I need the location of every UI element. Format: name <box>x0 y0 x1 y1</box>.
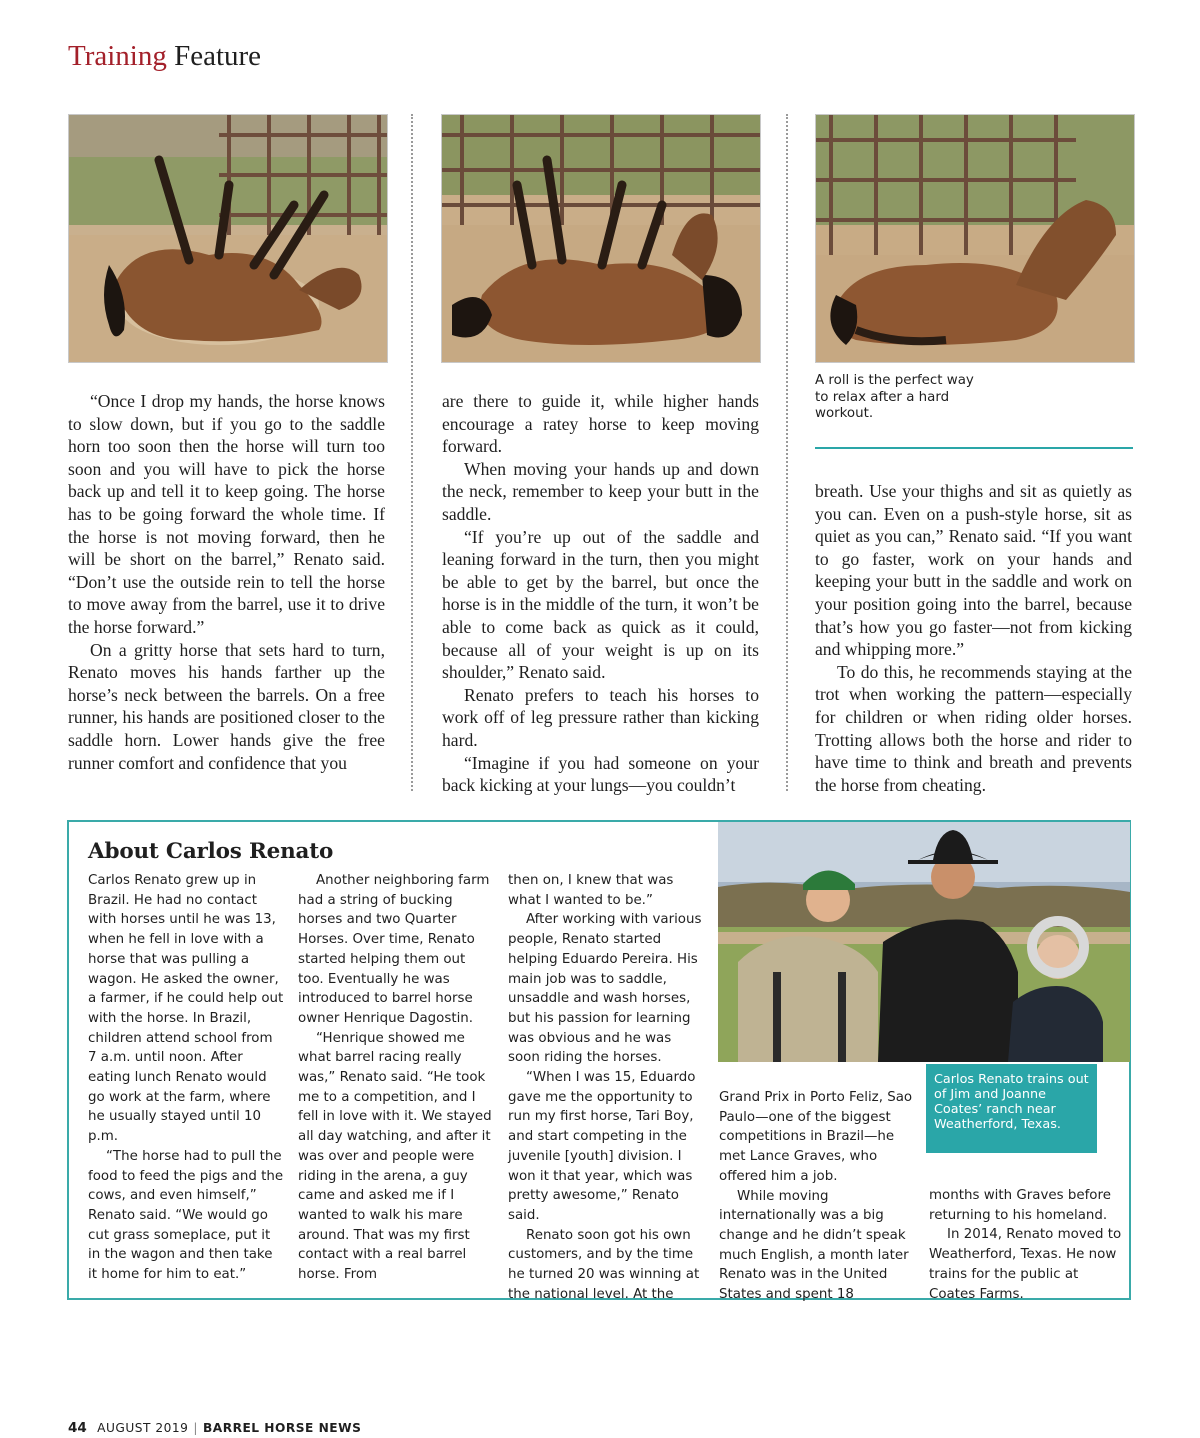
article-column-1 <box>68 390 385 774</box>
paragraph: Renato prefers to teach his horses to work off of leg pressure rather than kicking hard. <box>442 684 759 750</box>
column-divider <box>411 114 413 791</box>
photo-caption: A roll is the perfect way to relax after a hard workout. <box>815 373 974 421</box>
page-number: 44 <box>68 1420 87 1436</box>
sidebar-column-3 <box>508 871 704 1304</box>
sidebar-column-1 <box>88 871 284 1285</box>
section-title <box>68 40 261 73</box>
sidebar-column-4 <box>719 1088 915 1305</box>
group-portrait-icon <box>718 822 1130 1062</box>
horse-rolling-icon <box>442 115 760 362</box>
sidebar-column-5 <box>929 1186 1125 1304</box>
paragraph: “When I was 15, Eduardo gave me the opportunity to run my first horse, Tari Boy, and start competing in the juvenile [youth] division. I won it that year, which was pretty awesome,” Renato said. <box>508 1070 696 1223</box>
footer-separator: | <box>193 1421 198 1435</box>
paragraph: “If you’re up out of the saddle and leaning forward in the turn, then you might be able to get by the barrel, but once the horse is in the middle of the turn, it won’t be able to come back as quick as it could, because all of your weight is up on its shoulder,” Renato said. <box>442 526 759 683</box>
portrait-caption: Carlos Renato trains out of Jim and Joanne Coates’ ranch near Weatherford, Texas. <box>926 1064 1097 1153</box>
paragraph: To do this, he recommends staying at the trot when working the pattern—especially for children or when riding older horses. Trotting allows both the horse and rider to have time to think and breath and prevents the horse from cheating. <box>815 661 1132 795</box>
paragraph: When moving your hands up and down the neck, remember to keep your butt in the saddle. <box>442 458 759 524</box>
article-column-3 <box>815 480 1132 796</box>
paragraph: are there to guide it, while higher hands encourage a ratey horse to keep moving forward. <box>442 391 759 457</box>
horse-lying-photo <box>815 114 1135 363</box>
horse-rolling-photo-2 <box>441 114 761 363</box>
horse-rolling-photo-1 <box>68 114 388 363</box>
paragraph: then on, I knew that was what I wanted to be.” <box>508 873 674 908</box>
paragraph: While moving internationally was a big change and he didn’t speak much English, a month later Renato was in the United States and spent 18 <box>719 1188 909 1303</box>
publication-name: BARREL HORSE NEWS <box>202 1421 362 1435</box>
page-footer <box>68 1420 361 1436</box>
group-portrait-photo <box>718 822 1130 1062</box>
paragraph: Renato soon got his own customers, and by the time he turned 20 was winning at the national level. At the <box>508 1227 700 1302</box>
paragraph: On a gritty horse that sets hard to turn, Renato moves his hands farther up the horse’s neck between the barrels. On a free runner, his hands are positioned closer to the saddle horn. Lower hands give the free runner comfort and confidence that you <box>68 639 385 773</box>
horse-rolling-icon <box>69 115 387 362</box>
article-column-2 <box>442 390 759 797</box>
paragraph: Carlos Renato grew up in Brazil. He had no contact with horses until he was 13, when he fell in love with a horse that was pulling a wagon. He asked the owner, a farmer, if he could help out with the horse. In Brazil, children attend school from 7 a.m. until noon. After eating lunch Renato would go work at the farm, where he usually stayed until 10 p.m. <box>88 873 284 1145</box>
horse-lying-icon <box>816 115 1134 362</box>
sidebar-title: About Carlos Renato <box>88 839 334 864</box>
paragraph: “Henrique showed me what barrel racing really was,” Renato said. “He took me to a competition, and I fell in love with it. We stayed all day watching, and after it was over and people were riding in the arena, a guy came and asked me if I wanted to walk his mare around. That was my first contact with a real barrel horse. From <box>298 1030 492 1283</box>
issue-date: AUGUST 2019 <box>97 1421 189 1435</box>
column-divider <box>786 114 788 791</box>
sidebar-column-2 <box>298 871 494 1285</box>
section-title-accent: Training <box>68 40 167 72</box>
paragraph: After working with various people, Renato started helping Eduardo Pereira. His main job was to saddle, unsaddle and wash horses, but his passion for learning was obvious and he was soon riding the horses. <box>508 912 702 1066</box>
paragraph: Grand Prix in Porto Feliz, Sao Paulo—one of the biggest competitions in Brazil—he met Lance Graves, who offered him a job. <box>719 1090 913 1184</box>
paragraph: “The horse had to pull the food to feed the pigs and the cows, and even himself,” Renato said. “We would go cut grass someplace, put it in the wagon and then take it home for him to eat.” <box>88 1148 284 1283</box>
paragraph: months with Graves before returning to his homeland. <box>929 1188 1111 1223</box>
paragraph: Another neighboring farm had a string of bucking horses and two Quarter Horses. Over time, Renato started helping them out too. Eventually he was introduced to barrel horse owner Henrique Dagostin. <box>298 873 490 1026</box>
paragraph: In 2014, Renato moved to Weatherford, Texas. He now trains for the public at Coates Farms. <box>929 1227 1122 1302</box>
paragraph: “Once I drop my hands, the horse knows to slow down, but if you go to the saddle horn too soon then the horse will turn too soon and you will have to pick the horse back up and tell it to keep going. The horse has to be going forward the whole time. If the horse is not moving forward, then he will be short on the barrel,” Renato said. “Don’t use the outside rein to tell the horse to move away from the barrel, use it to drive the horse forward.” <box>68 391 385 637</box>
section-title-rest: Feature <box>174 40 262 72</box>
paragraph: “Imagine if you had someone on your back kicking at your lungs—you couldn’t <box>442 752 759 796</box>
paragraph: breath. Use your thighs and sit as quietly as you can. Even on a push-style horse, sit as quiet as you can,” Renato said. “If you want to go faster, work on your hands and keeping your butt in the saddle and work on your position going into the barrel, because that’s how you go faster—not from kicking and whipping more.” <box>815 481 1132 660</box>
caption-rule <box>815 447 1133 449</box>
